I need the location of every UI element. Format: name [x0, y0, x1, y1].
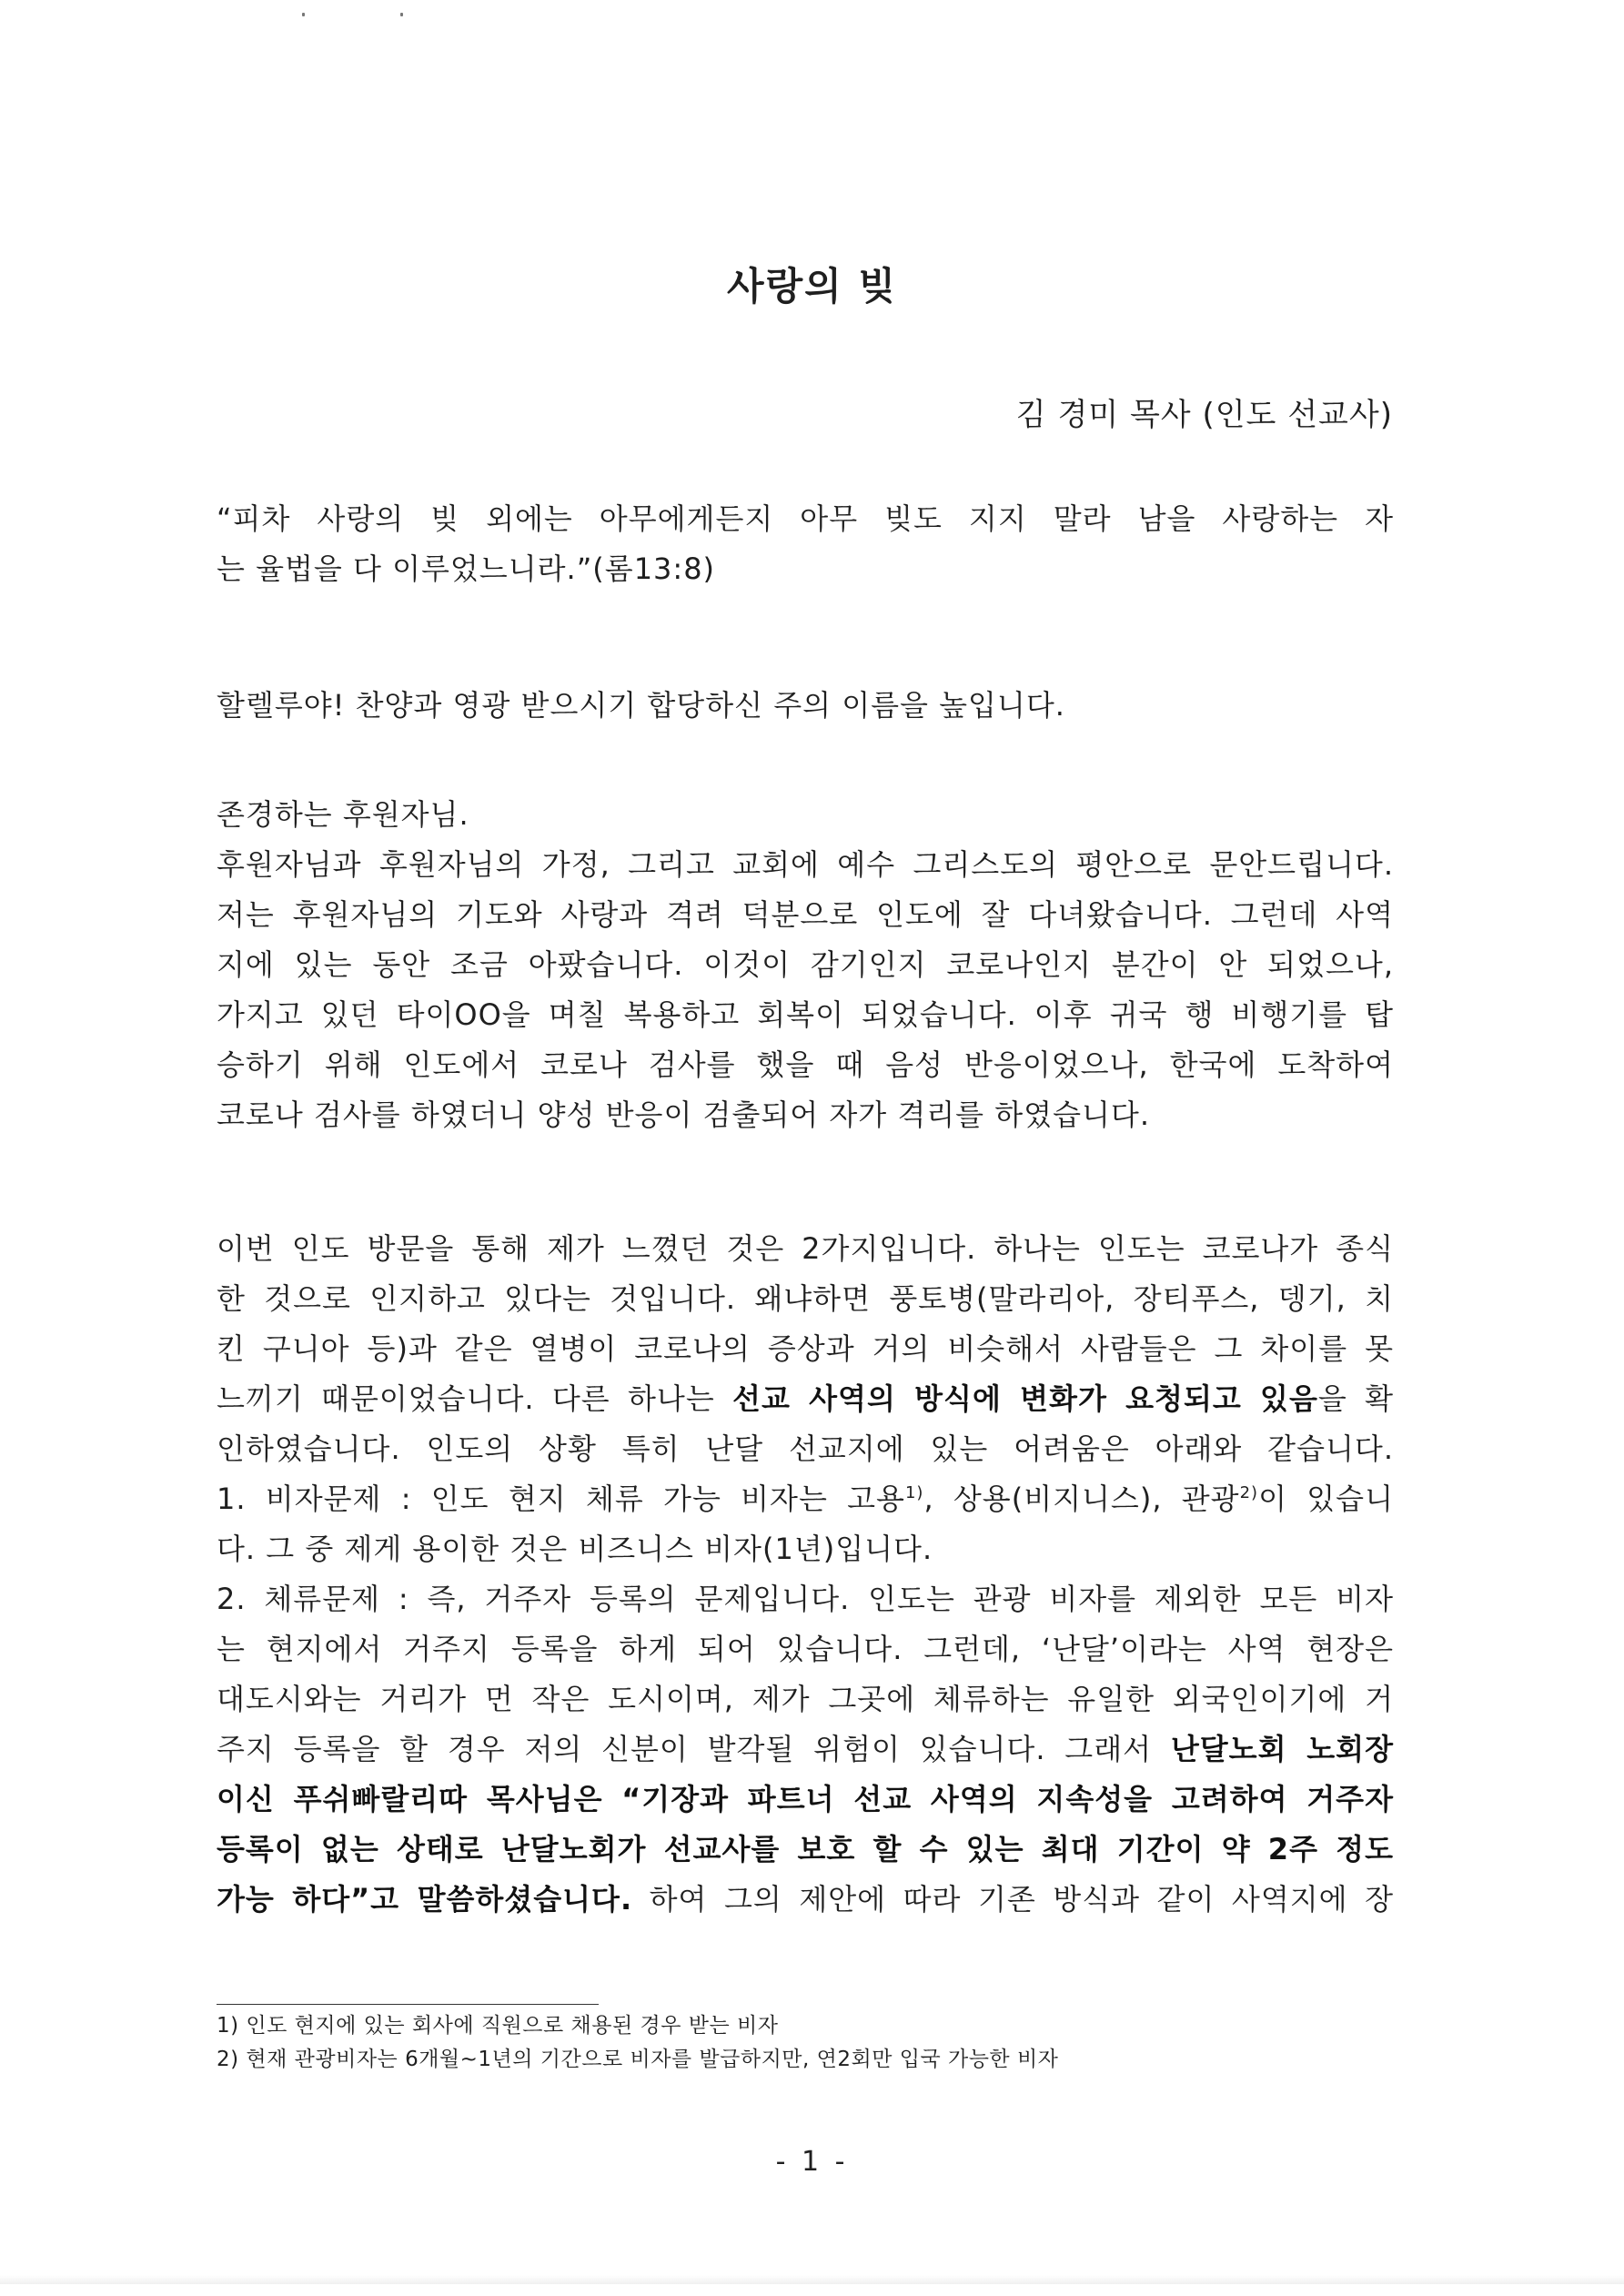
paragraph-line: 는 현지에서 거주지 등록을 하게 되어 있습니다. 그런데, ‘난달’이라는 사역 현장은: [217, 1632, 1394, 1666]
bold-emphasis: 선교 사역의 방식에 변화가 요청되고 있음: [732, 1381, 1318, 1416]
text-run: 이 있습니: [1258, 1482, 1394, 1516]
greeting-paragraph: [217, 790, 1394, 1140]
footnote-1: 1) 인도 현지에 있는 회사에 직원으로 채용된 경우 받는 비자: [217, 2014, 779, 2038]
bold-emphasis: 등록이 없는 상태로 난달노회가 선교사를 보호 할 수 있는 최대 기간이 약 2주 정도: [217, 1832, 1394, 1866]
bold-emphasis: 이신 푸쉬빠랄리따 목사님은 “기장과 파트너 선교 사역의 지속성을 고려하여 거주자: [217, 1782, 1394, 1816]
paragraph-line: 킨 구니아 등)과 같은 열병이 코로나의 증상과 거의 비슷해서 사람들은 그 차이를 못: [217, 1331, 1394, 1366]
paragraph-line: [217, 1374, 1394, 1424]
residence-issue-line: 2. 체류문제 : 즉, 거주자 등록의 문제입니다. 인도는 관광 비자를 제외한 모든 비자: [217, 1582, 1394, 1616]
salutation: 존경하는 후원자님.: [217, 797, 469, 832]
author-line: 김 경미 목사 (인도 선교사): [1015, 397, 1393, 433]
observations-paragraph: [217, 1224, 1394, 1925]
paragraph-line: 코로나 검사를 하였더니 양성 반응이 검출되어 자가 격리를 하였습니다.: [217, 1097, 1150, 1132]
hallelujah-text: 할렐루야! 찬양과 영광 받으시기 합당하신 주의 이름을 높입니다.: [217, 688, 1065, 723]
scan-artifact: [400, 13, 403, 16]
text-run: 느끼기 때문이었습니다. 다른 하나는: [217, 1381, 733, 1416]
paragraph-line: 한 것으로 인지하고 있다는 것입니다. 왜냐하면 풍토병(말라리아, 장티푸스, 뎅기, 치: [217, 1281, 1394, 1316]
paragraph-line: 지에 있는 동안 조금 아팠습니다. 이것이 감기인지 코로나인지 분간이 안 되었으나,: [217, 947, 1394, 982]
paragraph-line: 승하기 위해 인도에서 코로나 검사를 했을 때 음성 반응이었으나, 한국에 도착하여: [217, 1047, 1394, 1082]
footnotes: [217, 2009, 1058, 2077]
scripture-line: 는 율법을 다 이루었느니라.”(롬13:8): [217, 551, 716, 586]
paragraph-line: 저는 후원자님의 기도와 사랑과 격려 덕분으로 인도에 잘 다녀왔습니다. 그런데 사역: [217, 897, 1394, 932]
paragraph-line: 후원자님과 후원자님의 가정, 그리고 교회에 예수 그리스도의 평안으로 문안드립니다.: [217, 847, 1394, 882]
document-title: 사랑의 빚: [727, 264, 897, 308]
scripture-quote: [217, 494, 1394, 594]
paragraph-line: [217, 1825, 1394, 1875]
hallelujah-line: [217, 681, 1394, 731]
paragraph-line: 인하였습니다. 인도의 상황 특히 난달 선교지에 있는 어려움은 아래와 같습니다.: [217, 1431, 1394, 1466]
paragraph-line: 가지고 있던 타이OO을 며칠 복용하고 회복이 되었습니다. 이후 귀국 행 비행기를 탑: [217, 997, 1394, 1032]
paragraph-line: [217, 1725, 1394, 1775]
bold-emphasis: 가능 하다”고 말씀하셨습니다.: [217, 1882, 633, 1917]
footnote-2: 2) 현재 관광비자는 6개월~1년의 기간으로 비자를 발급하지만, 연2회만 입국 가능한 비자: [217, 2048, 1059, 2071]
text-run: 을 확: [1317, 1381, 1394, 1416]
paragraph-line: 다. 그 중 제게 용이한 것은 비즈니스 비자(1년)입니다.: [217, 1532, 933, 1566]
footnote-ref-2: 2): [1239, 1483, 1259, 1502]
scripture-line: “피차 사랑의 빚 외에는 아무에게든지 아무 빚도 지지 말라 남을 사랑하는 자: [217, 501, 1394, 536]
scan-edge-shadow: [0, 2275, 1624, 2284]
paragraph-line: 이번 인도 방문을 통해 제가 느꼈던 것은 2가지입니다. 하나는 인도는 코로나가 종식: [217, 1231, 1394, 1266]
paragraph-line: [217, 1775, 1394, 1825]
visa-issue-line: [217, 1474, 1394, 1524]
footnote-divider: [217, 2004, 599, 2005]
paragraph-line: [217, 1875, 1394, 1925]
footnote-ref-1: 1): [904, 1483, 924, 1502]
text-run: 주지 등록을 할 경우 저의 신분이 발각될 위험이 있습니다. 그래서: [217, 1732, 1171, 1766]
text-run: 하여 그의 제안에 따라 기존 방식과 같이 사역지에 장: [632, 1882, 1394, 1917]
text-run: 1. 비자문제 : 인도 현지 체류 가능 비자는 고용: [217, 1482, 905, 1516]
paragraph-line: 대도시와는 거리가 먼 작은 도시이며, 제가 그곳에 체류하는 유일한 외국인이기에 거: [217, 1682, 1394, 1716]
bold-emphasis: 난달노회 노회장: [1170, 1732, 1394, 1766]
scan-artifact: [302, 13, 305, 16]
page-number: - 1 -: [775, 2146, 849, 2178]
text-run: , 상용(비지니스), 관광: [923, 1482, 1240, 1516]
